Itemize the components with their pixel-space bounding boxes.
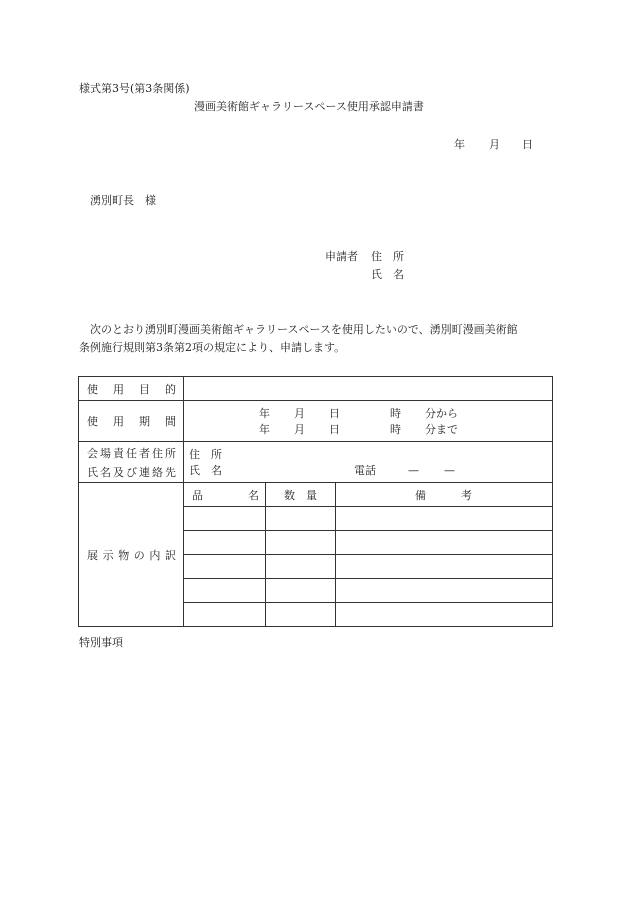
label-char: び [126, 465, 137, 479]
label-char: 所 [165, 446, 176, 460]
page-title: 漫画美術館ギャラリースペース使用承認申請書 [194, 100, 424, 113]
period-end-day: 日 [329, 423, 340, 436]
item-header-char2: 名 [248, 488, 259, 502]
date-day-label: 日 [522, 138, 533, 151]
applicant-address-label: 住 所 [371, 250, 404, 263]
date-year-label: 年 [454, 138, 465, 151]
label-char: 先 [165, 465, 176, 479]
column-header-quantity [266, 483, 336, 507]
label-char: 用 [113, 415, 124, 428]
exhibit-remarks-cell[interactable] [336, 555, 553, 579]
exhibit-remarks-cell[interactable] [336, 579, 553, 603]
label-char: 内 [149, 548, 161, 562]
exhibit-remarks-cell[interactable] [336, 531, 553, 555]
period-start-minute: 分から [425, 407, 458, 420]
manager-name-label: 氏 名 [189, 464, 222, 477]
label-char: 責 [113, 446, 124, 460]
manager-label-line2 [79, 464, 183, 480]
label-char: 氏 [87, 465, 98, 479]
manager-address-label: 住 所 [189, 448, 222, 461]
application-table [78, 376, 553, 627]
manager-label-cell [79, 442, 184, 483]
label-char: 用 [113, 382, 124, 396]
remarks-header-char2: 考 [461, 488, 473, 502]
label-char: 間 [165, 415, 176, 428]
exhibit-item-cell[interactable] [184, 555, 266, 579]
label-char: 会 [87, 446, 98, 460]
period-end-year: 年 [259, 423, 270, 436]
purpose-field[interactable] [184, 377, 553, 401]
period-start-year: 年 [259, 407, 270, 420]
exhibit-item-cell[interactable] [184, 531, 266, 555]
label-char: 目 [139, 382, 150, 396]
date-month-label: 月 [489, 138, 500, 151]
phone-dash-2: — [444, 464, 455, 477]
exhibit-quantity-cell[interactable] [266, 555, 336, 579]
manager-label-line1 [79, 445, 183, 461]
label-char: 場 [100, 446, 111, 460]
exhibit-quantity-cell[interactable] [266, 603, 336, 627]
exhibit-quantity-cell[interactable] [266, 507, 336, 531]
label-char: 示 [102, 548, 114, 562]
period-start-hour: 時 [390, 407, 401, 420]
label-char: 名 [100, 465, 111, 479]
exhibit-label [79, 547, 183, 563]
manager-field[interactable] [184, 442, 553, 483]
form-number: 様式第3号(第3条関係) [79, 82, 190, 95]
applicant-label: 申請者 [325, 250, 358, 263]
column-header-item [184, 483, 266, 507]
period-end-month: 月 [294, 423, 305, 436]
label-char: 任 [126, 446, 137, 460]
label-char: 使 [87, 382, 98, 396]
quantity-header: 数 量 [284, 488, 317, 502]
exhibit-item-cell[interactable] [184, 507, 266, 531]
item-header-char1: 品 [192, 488, 203, 502]
exhibit-remarks-cell[interactable] [336, 603, 553, 627]
period-field[interactable] [184, 401, 553, 442]
body-text-line1: 次のとおり湧別町漫画美術館ギャラリースペースを使用したいので、湧別町漫画美術館 [90, 323, 518, 336]
exhibit-remarks-cell[interactable] [336, 507, 553, 531]
column-header-remarks [336, 483, 553, 507]
phone-label: 電話 [354, 464, 376, 477]
exhibit-label-cell [79, 483, 184, 627]
label-char: 的 [165, 382, 176, 396]
period-end-hour: 時 [390, 423, 401, 436]
remarks-header-char1: 備 [415, 488, 426, 502]
label-char: 者 [139, 446, 150, 460]
label-char: 連 [139, 465, 150, 479]
addressee: 湧別町長 様 [90, 194, 156, 207]
label-char: 物 [118, 548, 130, 562]
period-start-month: 月 [294, 407, 305, 420]
label-char: 訳 [164, 548, 176, 562]
special-notes-label: 特別事項 [79, 636, 123, 649]
exhibit-quantity-cell[interactable] [266, 579, 336, 603]
applicant-name-label: 氏 名 [371, 268, 404, 281]
exhibit-quantity-cell[interactable] [266, 531, 336, 555]
label-char: の [133, 548, 145, 562]
label-char: 期 [139, 415, 150, 428]
period-label-cell [79, 401, 184, 442]
purpose-label-cell [79, 377, 184, 401]
label-char: 使 [87, 415, 98, 428]
body-text-line2: 条例施行規則第3条第2項の規定により、申請します。 [79, 341, 346, 354]
period-label [79, 413, 183, 429]
exhibit-item-cell[interactable] [184, 579, 266, 603]
exhibit-item-cell[interactable] [184, 603, 266, 627]
label-char: 及 [113, 465, 124, 479]
phone-dash-1: — [408, 464, 419, 477]
label-char: 絡 [152, 465, 163, 479]
purpose-label [79, 381, 183, 397]
period-end-minute: 分まで [425, 423, 458, 436]
period-start-day: 日 [329, 407, 340, 420]
label-char: 住 [152, 446, 163, 460]
label-char: 展 [87, 548, 98, 562]
